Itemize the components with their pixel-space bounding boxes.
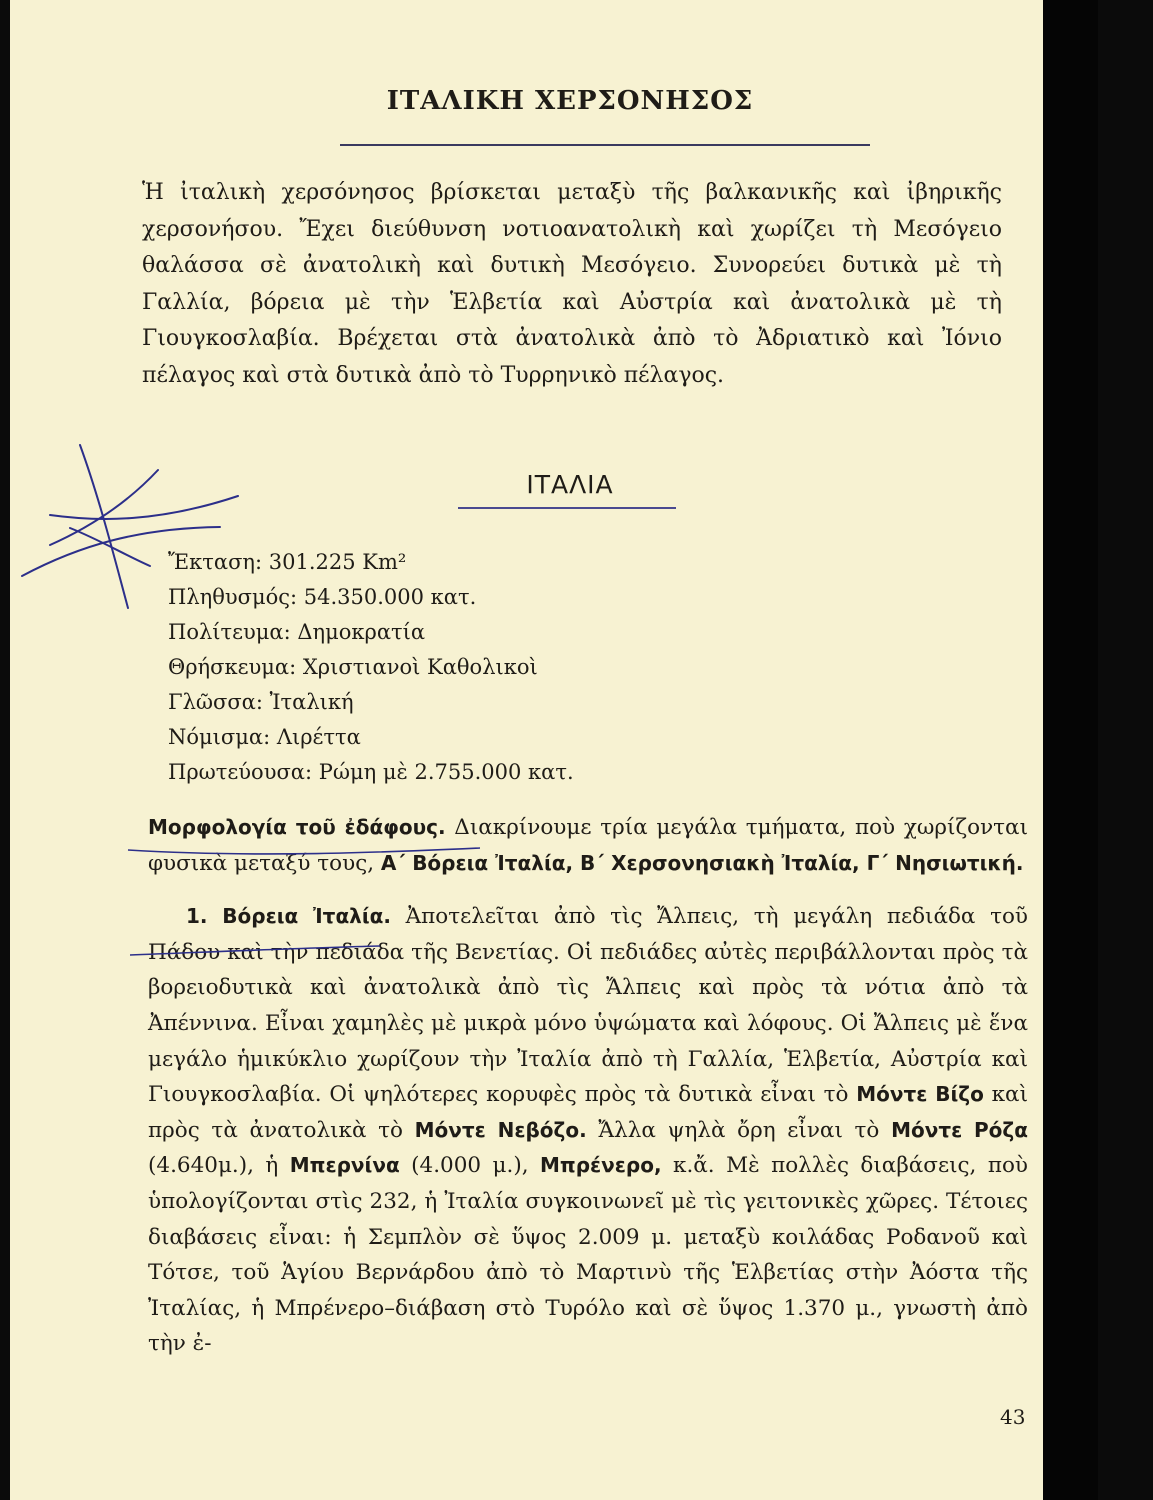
north-text-3: Ἄλλα ψηλὰ ὄρη εἶναι τὸ	[586, 1117, 892, 1143]
morphology-parts: Α΄ Βόρεια Ἰταλία, Β΄ Χερσονησιακὴ Ἰταλία, Γ΄ Νησιωτική.	[380, 850, 1024, 875]
fact-language: Γλῶσσα: Ἰταλική	[168, 690, 354, 714]
section-title: ΙΤΑΛΙΑ	[526, 470, 614, 499]
north-bold-2: Μόντε Νεβόζο.	[414, 1117, 587, 1142]
page-number: 43	[1000, 1405, 1026, 1429]
page-edge-shadow	[1043, 0, 1098, 1500]
north-bold-5: Μπρένερο,	[539, 1153, 662, 1178]
north-italy-paragraph	[148, 899, 1028, 1362]
morphology-text: Διακρίνουμε τρία μεγάλα τμήματα, ποὺ χωρίζονται φυσικὰ μεταξύ τους,	[148, 815, 1028, 876]
fact-religion: Θρήσκευμα: Χριστιανοὶ Καθολικοὶ	[168, 655, 538, 679]
north-italy-heading: 1. Βόρεια Ἰταλία.	[186, 904, 391, 929]
facts-list	[168, 545, 768, 790]
section-underline	[458, 507, 676, 509]
chapter-title: ΙΤΑΛΙΚΗ ΧΕΡΣΟΝΗΣΟΣ	[386, 86, 754, 116]
morphology-heading: Μορφολογία τοῦ ἐδάφους.	[148, 815, 446, 839]
body-text	[148, 810, 1028, 1362]
north-text-1: Ἀποτελεῖται ἀπὸ τὶς Ἄλπεις, τὴ μεγάλη πεδιάδα τοῦ Πάδου καὶ τὴν πεδιάδα τῆς Βενετίας. Οἱ πεδιάδες αὐτὲς περιβάλλονται πρὸς τὰ βορειοδυτικὰ καὶ ἀνατολικὰ ἀπὸ τὶς Ἄλπεις καὶ πρὸς τὰ νότια ἀπὸ τὰ Ἀπέννινα. Εἶναι χαμηλὲς μὲ μικρὰ μόνο ὑψώματα καὶ λόφους. Οἱ Ἄλπεις μὲ ἕνα μεγάλο ἡμικύκλιο χωρίζουν τὴν Ἰταλία ἀπὸ τὴ Γαλλία, Ἑλβετία, Αὐστρία καὶ Γιουγκοσλαβία. Οἱ ψηλότερες κορυφὲς πρὸς τὰ δυτικὰ εἶναι τὸ	[148, 904, 1028, 1108]
north-text-6: κ.ἄ. Μὲ πολλὲς διαβάσεις, ποὺ ὑπολογίζονται στὶς 232, ἡ Ἰταλία συγκοινωνεῖ μὲ τὶς γειτονικὲς χῶρες. Τέτοιες διαβάσεις εἶναι: ἡ Σεμπλὸν σὲ ὕψος 2.009 μ. μεταξὺ κοιλάδας Ροδανοῦ καὶ Τότσε, τοῦ Ἁγίου Βερνάρδου ἀπὸ τὸ Μαρτινὺ τῆς Ἑλβετίας στὴν Ἀόστα τῆς Ἰταλίας, ἡ Μπρένερο–διάβαση στὸ Τυρόλο καὶ σὲ ὕψος 1.370 μ., γνωστὴ ἀπὸ τὴν ἐ-	[148, 1153, 1028, 1357]
north-bold-4: Μπερνίνα	[289, 1153, 400, 1178]
fact-currency: Νόμισμα: Λιρέττα	[168, 725, 361, 749]
fact-government: Πολίτευμα: Δημοκρατία	[168, 620, 426, 644]
north-text-5: (4.000 μ.),	[399, 1153, 540, 1179]
north-bold-3: Μόντε Ρόζα	[891, 1117, 1028, 1142]
fact-area: Ἔκταση: 301.225 Km²	[168, 550, 407, 574]
north-bold-1: Μόντε Βίζο	[856, 1082, 984, 1107]
title-underline	[340, 144, 870, 146]
morphology-paragraph	[148, 810, 1028, 881]
intro-paragraph: Ἡ ἰταλικὴ χερσόνησος βρίσκεται μεταξὺ τῆς βαλκανικῆς καὶ ἰβηρικῆς χερσονήσου. Ἔχει διεύθυνση νοτιοανατολικὴ καὶ χωρίζει τὴ Μεσόγειο θαλάσσα σὲ ἀνατολικὴ καὶ δυτικὴ Μεσόγειο. Συνορεύει δυτικὰ μὲ τὴ Γαλλία, βόρεια μὲ τὴν Ἑλβετία καὶ Αὐστρία καὶ ἀνατολικὰ μὲ τὴ Γιουγκοσλαβία. Βρέχεται στὰ ἀνατολικὰ ἀπὸ τὸ Ἀδριατικὸ καὶ Ἰόνιο πέλαγος καὶ στὰ δυτικὰ ἀπὸ τὸ Τυρρηνικὸ πέλαγος.	[142, 180, 1002, 388]
fact-population: Πληθυσμός: 54.350.000 κατ.	[168, 585, 477, 609]
fact-capital: Πρωτεύουσα: Ρώμη μὲ 2.755.000 κατ.	[168, 760, 574, 784]
north-text-4: (4.640μ.), ἡ	[148, 1153, 290, 1179]
book-page	[10, 0, 1098, 1500]
north-text-2: καὶ πρὸς τὰ ἀνατολικὰ τὸ	[148, 1082, 1028, 1143]
